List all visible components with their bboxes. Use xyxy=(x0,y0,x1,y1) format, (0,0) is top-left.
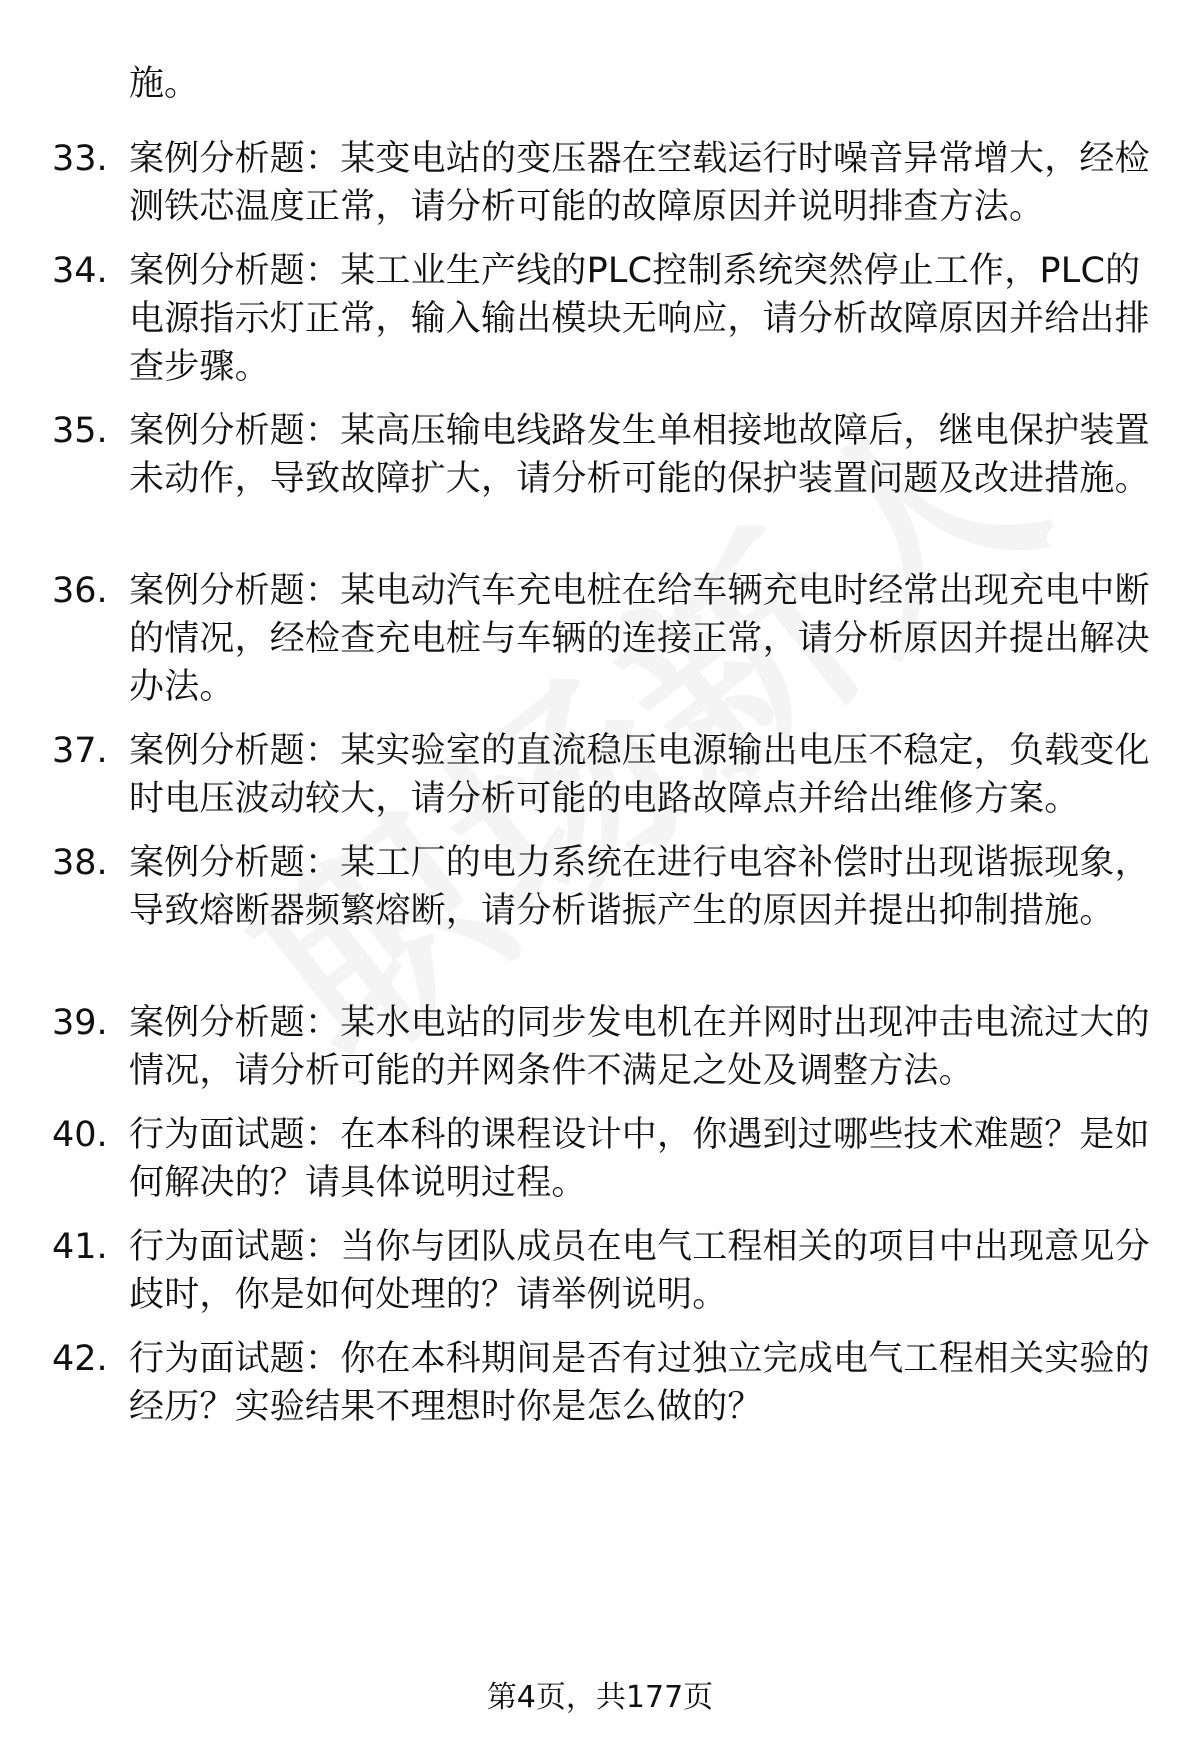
question-number: 35. xyxy=(52,411,108,451)
question-text: 案例分析题：某水电站的同步发电机在并网时出现冲击电流过大的情况，请分析可能的并网条件不满足之处及调整方法。 xyxy=(129,1003,1150,1091)
question-number: 42. xyxy=(52,1339,108,1379)
question-number: 36. xyxy=(52,571,108,611)
page-footer: 第4页，共177页 xyxy=(486,1680,714,1715)
question-text: 案例分析题：某工业生产线的PLC控制系统突然停止工作，PLC的电源指示灯正常，输入输出模块无响应，请分析故障原因并给出排查步骤。 xyxy=(129,251,1150,387)
continued-question-text: 施。 xyxy=(129,64,200,104)
question-text: 行为面试题：当你与团队成员在电气工程相关的项目中出现意见分歧时，你是如何处理的？请举例说明。 xyxy=(129,1227,1150,1315)
question-text: 案例分析题：某变电站的变压器在空载运行时噪音异常增大，经检测铁芯温度正常，请分析可能的故障原因并说明排查方法。 xyxy=(129,139,1150,227)
question-text: 行为面试题：你在本科期间是否有过独立完成电气工程相关实验的经历？实验结果不理想时你是怎么做的？ xyxy=(129,1339,1150,1427)
question-number: 37. xyxy=(52,731,108,771)
question-text: 行为面试题：在本科的课程设计中，你遇到过哪些技术难题？是如何解决的？请具体说明过程。 xyxy=(129,1115,1150,1203)
question-number: 40. xyxy=(52,1115,108,1155)
question-text: 案例分析题：某高压输电线路发生单相接地故障后，继电保护装置未动作，导致故障扩大，请分析可能的保护装置问题及改进措施。 xyxy=(129,411,1150,499)
question-number: 38. xyxy=(52,843,108,883)
question-number: 33. xyxy=(52,139,108,179)
question-text: 案例分析题：某电动汽车充电桩在给车辆充电时经常出现充电中断的情况，经检查充电桩与车辆的连接正常，请分析原因并提出解决办法。 xyxy=(129,571,1150,707)
question-number: 34. xyxy=(52,251,108,291)
question-text: 案例分析题：某实验室的直流稳压电源输出电压不稳定，负载变化时电压波动较大，请分析可能的电路故障点并给出维修方案。 xyxy=(129,731,1150,819)
question-number: 41. xyxy=(52,1227,108,1267)
question-number: 39. xyxy=(52,1003,108,1043)
question-text: 案例分析题：某工厂的电力系统在进行电容补偿时出现谐振现象，导致熔断器频繁熔断，请分析谐振产生的原因并提出抑制措施。 xyxy=(129,843,1150,931)
